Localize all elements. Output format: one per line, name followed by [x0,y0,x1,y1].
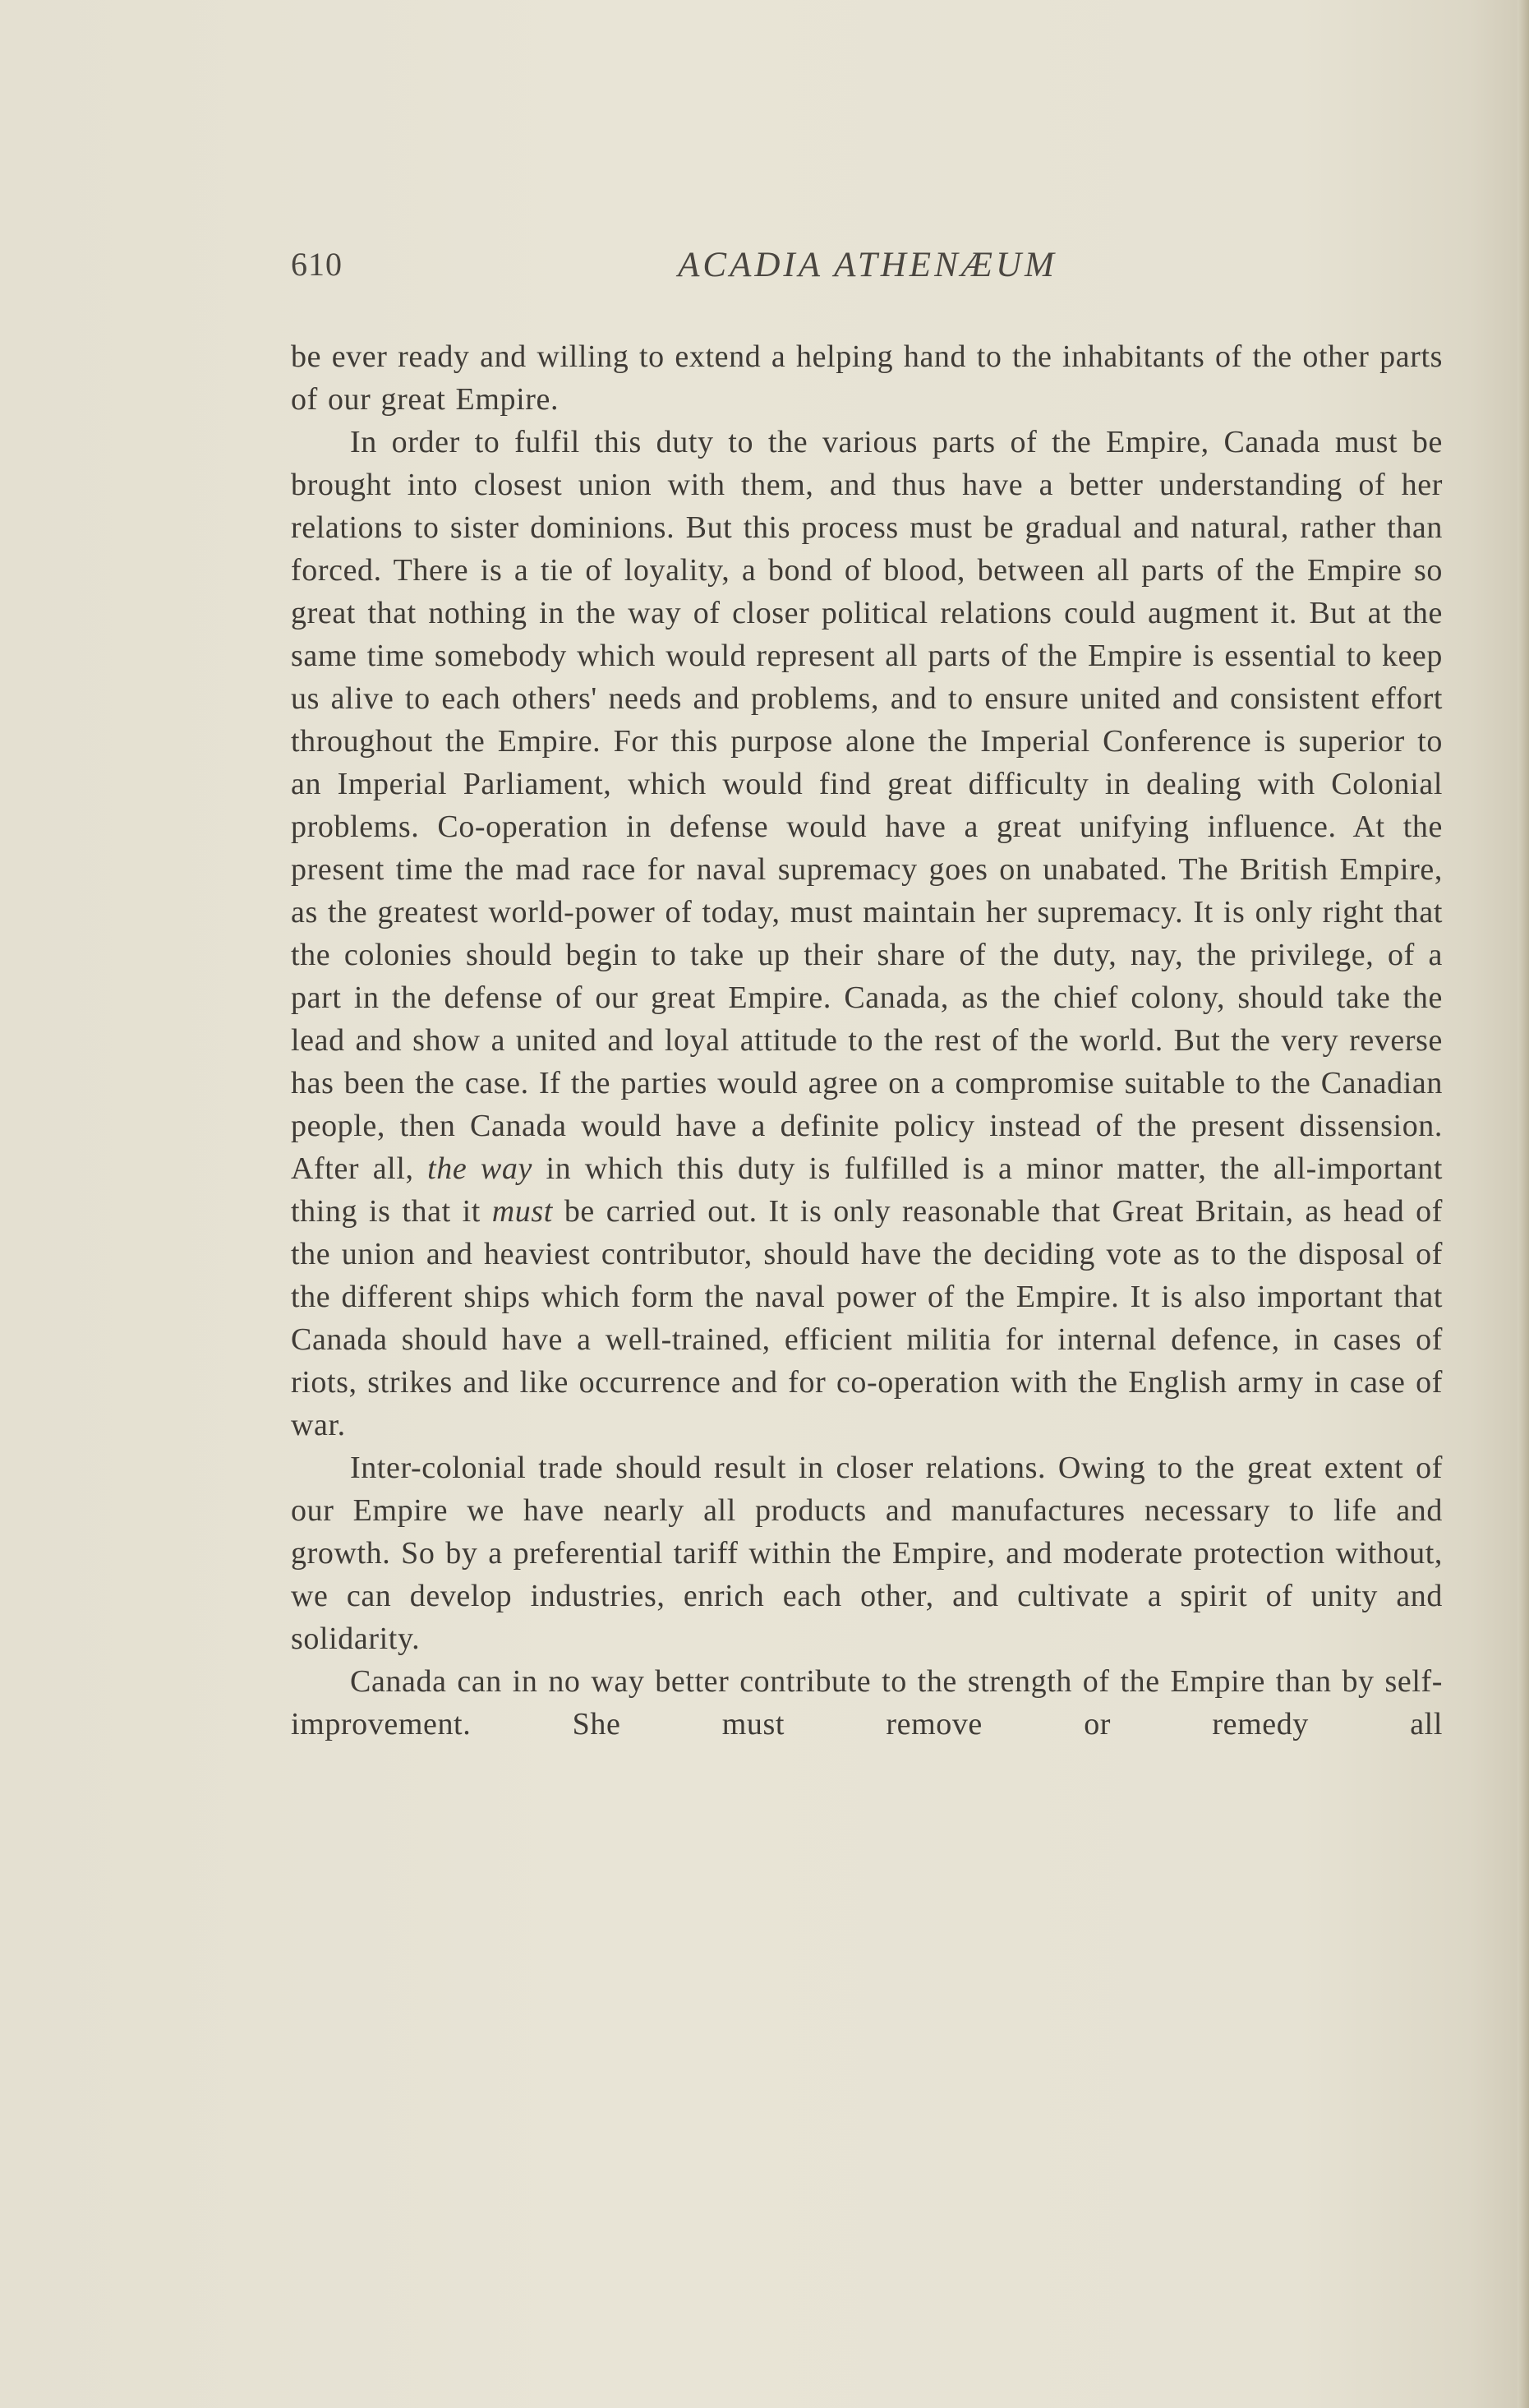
page-edge-shadow [1517,0,1529,2408]
running-title: ACADIA ATHENÆUM [678,246,1057,284]
page-header [291,245,1444,294]
paragraph-4: Canada can in no way better contribute to the strength of the Empire than by self-improvement. She must remove or remedy all [291,1664,1443,1741]
paragraph-2-text-c: be carried out. It is only reasonable that Great Britain, as head of the union and heaviest contributor, should have the deciding vote as to the disposal of the different ships which form the naval power of the Empire. It is also important that Canada should have a well-trained, efficient militia for internal defence, in cases of riots, strikes and like occurrence and for co-operation with the English army in case of war. [291,1194,1444,1442]
article-body [291,335,1443,1746]
paragraph-2 [291,421,1443,1446]
paragraph-1: be ever ready and willing to extend a helping hand to the inhabitants of the other parts of our great Empire. [291,339,1443,417]
emphasis-the-way: the way [427,1151,532,1186]
page-number: 610 [291,246,343,283]
paragraph-2-text-a: In order to fulfil this duty to the various parts of the Empire, Canada must be brought into closest union with them, and thus have a better understanding of her relations to sister dominions. But this process must be gradual and natural, rather than forced. There is a tie of loyality, a bond of blood, between all parts of the Empire so great that nothing in the way of closer political relations could augment it. But at the same time somebody which would represent all parts of the Empire is essential to keep us alive to each others' needs and problems, and to ensure united and consistent effort throughout the Empire. For this purpose alone the Imperial Conference is superior to an Imperial Parliament, which would find great difficulty in dealing with Colonial problems. Co-operation in defense would have a great unifying influence. At the present time the mad race for naval supremacy goes on unabated. The British Empire, as the greatest world-power of today, must maintain her supremacy. It is only right that the colonies should begin to take up their share of the duty, nay, the privilege, of a part in the defense of our great Empire. Canada, as the chief colony, should take the lead and show a united and loyal attitude to the rest of the world. But the very reverse has been the case. If the parties would agree on a compromise suitable to the Canadian people, then Canada would have a definite policy instead of the present dissension. After all, [291,425,1443,1186]
paragraph-3: Inter-colonial trade should result in closer relations. Owing to the great extent of our Empire we have nearly all products and manufactures necessary to life and growth. So by a preferential tariff within the Empire, and moderate protection without, we can develop industries, enrich each other, and cultivate a spirit of unity and solidarity. [291,1451,1443,1656]
emphasis-must: must [491,1194,553,1229]
paragraph-2-text-b: in which this duty is fulfilled is a minor matter, the all-important thing is that it [291,1151,1444,1229]
